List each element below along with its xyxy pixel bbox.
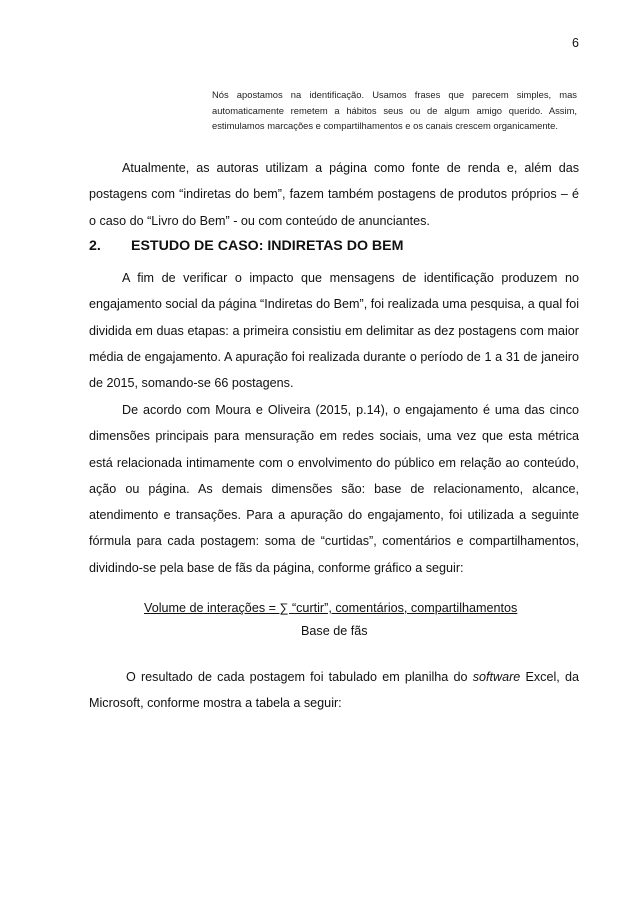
paragraph-intro [89, 155, 579, 234]
paragraph-text: Atualmente, as autoras utilizam a página como fonte de renda e, além das postagens com “indiretas do bem”, fazem também postagens de produtos próprios – é o caso do “Livro do Bem” - ou com conteúdo de anunciantes. [89, 161, 579, 228]
section-title: ESTUDO DE CASO: INDIRETAS DO BEM [131, 238, 404, 254]
paragraph-result [89, 664, 579, 717]
section-number: 2. [89, 238, 101, 254]
block-quote: Nós apostamos na identificação. Usamos frases que parecem simples, mas automaticamente remetem a hábitos seus ou de algum amigo querido. Assim, estimulamos marcações e compartilhamentos e os canais crescem organicamente. [212, 89, 577, 132]
section-heading [89, 238, 403, 254]
page-number: 6 [572, 36, 579, 50]
paragraph-text: De acordo com Moura e Oliveira (2015, p.14), o engajamento é uma das cinco dimensões principais para mensuração em redes sociais, uma vez que esta métrica está relacionada intimamente com o envolvimento do público em relação ao conteúdo, ação ou página. As demais dimensões são: base de relacionamento, alcance, atendimento e transações. Para a apuração do engajamento, foi utilizada a seguinte fórmula para cada postagem: soma de “curtidas”, comentários e compartilhamentos, dividindo-se pela base de fãs da página, conforme gráfico a seguir: [89, 403, 579, 575]
result-text-start: O resultado de cada postagem foi tabulado em planilha do [126, 670, 473, 684]
result-text-end: Excel, da Microsoft, conforme mostra a tabela a seguir: [89, 670, 579, 711]
paragraph-text [89, 664, 579, 717]
software-italic: software [472, 670, 521, 684]
paragraph-engagement [89, 397, 579, 581]
formula-numerator: Volume de interações = ∑ “curtir”, comentários, compartilhamentos [144, 601, 518, 615]
paragraph-method [89, 265, 579, 396]
formula-denominator: Base de fãs [301, 624, 368, 638]
paragraph-text: A fim de verificar o impacto que mensagens de identificação produzem no engajamento social da página “Indiretas do Bem”, foi realizada uma pesquisa, a qual foi dividida em duas etapas: a primeira consistiu em delimitar as dez postagens com maior média de engajamento. A apuração foi realizada durante o período de 1 a 31 de janeiro de 2015, somando-se 66 postagens. [89, 271, 579, 391]
